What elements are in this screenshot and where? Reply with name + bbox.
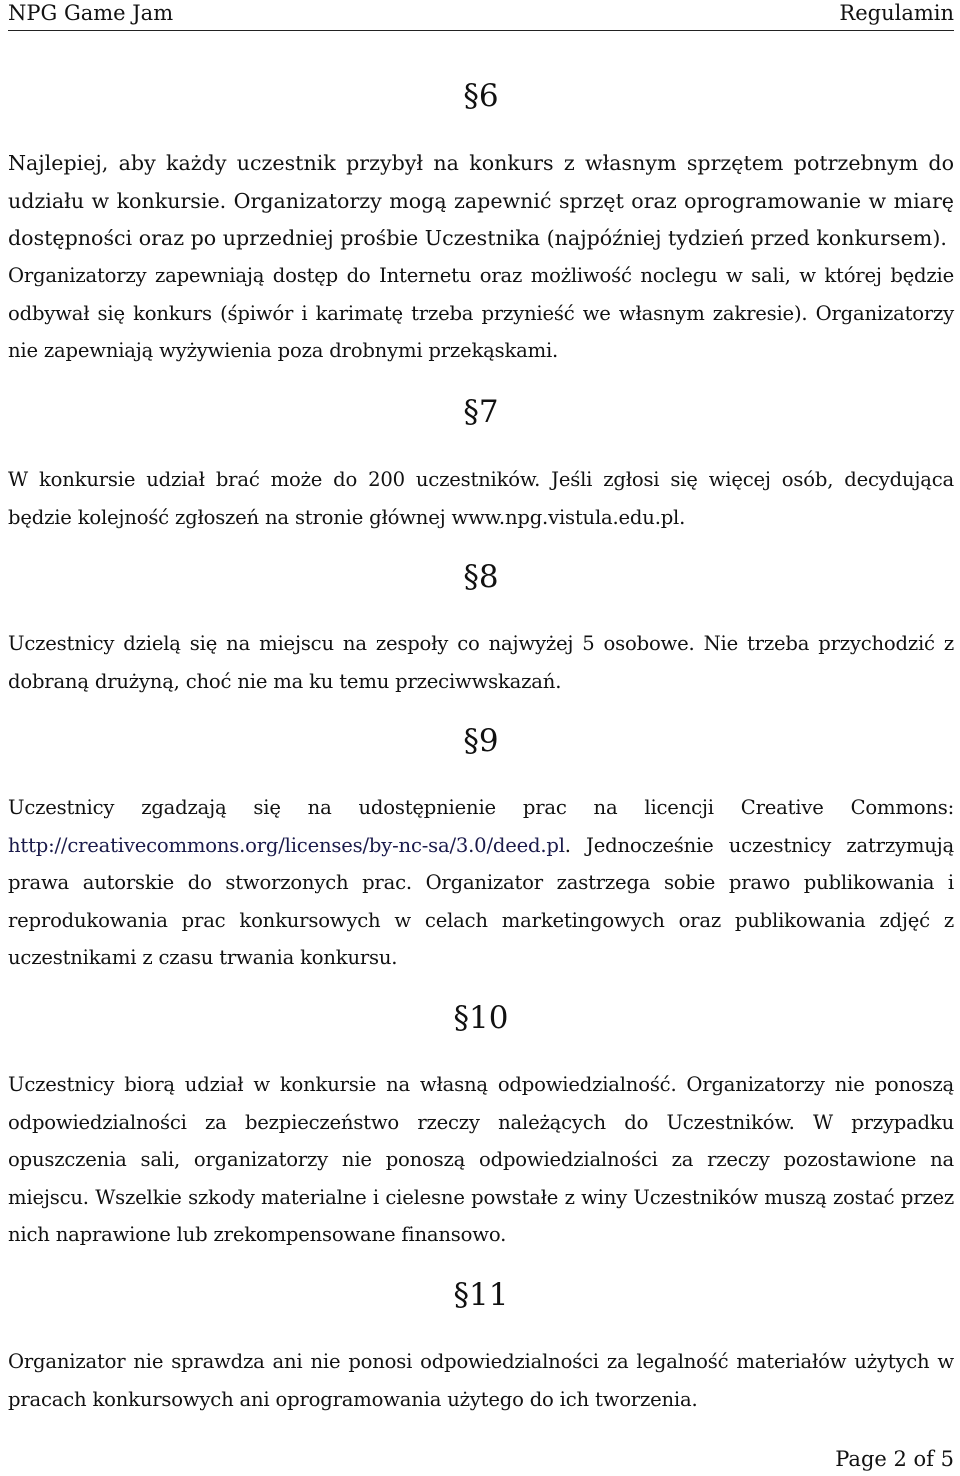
section-9-text-a: Uczestnicy zgadzają się na udostępnienie prac na licencji Creative Commons: [8,796,954,819]
section-10-paragraph: Uczestnicy biorą udział w konkursie na własną odpowiedzialność. Organizatorzy nie ponoszą odpowiedzialności za bezpieczeństwo rzeczy należących do Uczestników. W przypadku opuszczenia sali, organizatorzy nie ponoszą odpowiedzialności za rzeczy pozostawione na miejscu. Wszelkie szkody materialne i cielesne powstałe z winy Uczestników muszą zostać przez nich naprawione lub zrekompensowane finansowo. [8,1073,954,1246]
document-page [8,0,954,1476]
section-9-text-b: . Jednocześnie uczestnicy zatrzymują prawa autorskie do stworzonych prac. Organizator zastrzega sobie prawo publikowania i reprodukowania prac konkursowych w celach marketingowych oraz publikowania zdjęć z uczestnikami z czasu trwania konkursu. [8,833,954,969]
page-number: Page 2 of 5 [835,1447,954,1471]
header-section: Regulamin [839,1,954,25]
running-header [8,0,954,31]
section-8-heading: §8 [463,559,499,595]
section-9-paragraph [8,789,954,977]
license-link[interactable]: http://creativecommons.org/licenses/by-nc-sa/3.0/deed.pl [8,833,565,857]
section-7-heading: §7 [463,394,499,430]
section-6-paragraph-a: Najlepiej, aby każdy uczestnik przybył na konkurs z własnym sprzętem potrzebnym do udziału w konkursie. Organizatorzy mogą zapewnić sprzęt oraz oprogramowanie w miarę dostępności oraz po uprzedniej prośbie Uczestnika (najpóźniej tydzień przed konkursem). [8,151,954,250]
section-9-heading: §9 [463,723,499,759]
section-7-paragraph: W konkursie udział brać może do 200 uczestników. Jeśli zgłosi się więcej osób, decydująca będzie kolejność zgłoszeń na stronie głównej www.npg.vistula.edu.pl. [8,468,954,529]
section-6-heading: §6 [463,78,499,114]
section-11-paragraph: Organizator nie sprawdza ani nie ponosi odpowiedzialności za legalność materiałów użytych w pracach konkursowych ani oprogramowania użytego do ich tworzenia. [8,1350,954,1411]
section-8-paragraph: Uczestnicy dzielą się na miejscu na zespoły co najwyżej 5 osobowe. Nie trzeba przychodzić z dobraną drużyną, choć nie ma ku temu przeciwwskazań. [8,632,954,693]
section-10-heading: §10 [453,1000,509,1036]
section-6-paragraph-b: Organizatorzy zapewniają dostęp do Internetu oraz możliwość noclegu w sali, w której będzie odbywał się konkurs (śpiwór i karimatę trzeba przynieść we własnym zakresie). Organizatorzy nie zapewniają wyżywienia poza drobnymi przekąskami. [8,264,954,362]
header-title: NPG Game Jam [8,1,174,25]
section-11-heading: §11 [453,1277,509,1313]
